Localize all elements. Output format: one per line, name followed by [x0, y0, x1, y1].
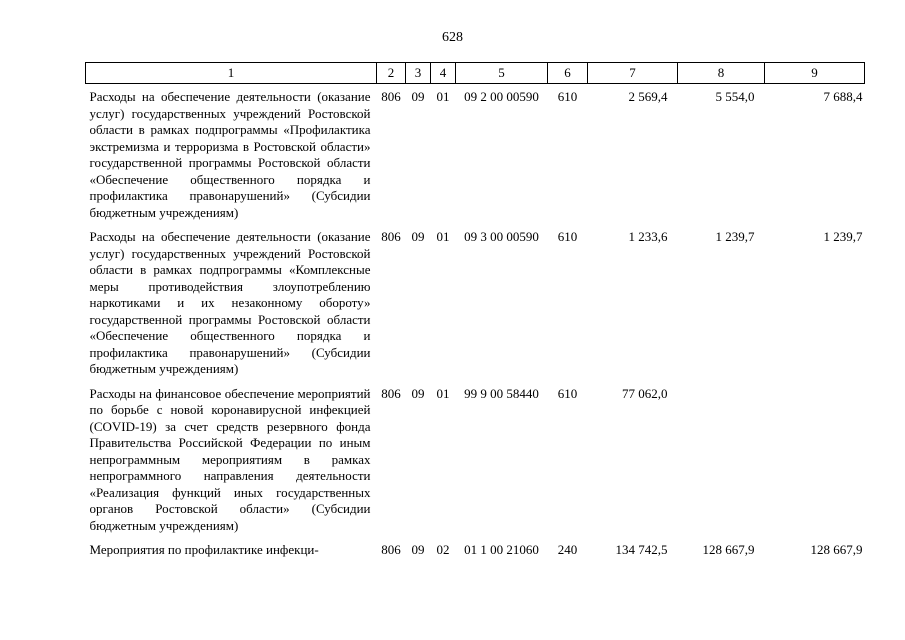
row-amount-col7: 2 569,4 — [628, 89, 668, 104]
row-amount-col7: 134 742,5 — [615, 542, 668, 557]
row-amount-col8: 1 239,7 — [715, 229, 755, 244]
row-amount-col9: 7 688,4 — [823, 89, 863, 104]
row-section-code: 09 — [411, 89, 425, 104]
budget-table — [85, 62, 865, 562]
row-target-article: 09 2 00 00590 — [464, 89, 539, 104]
column-header-8: 8 — [678, 63, 765, 84]
table-row — [86, 537, 865, 562]
row-amount-col9: 1 239,7 — [823, 229, 863, 244]
row-amount-col7: 1 233,6 — [628, 229, 668, 244]
table-row — [86, 224, 865, 381]
row-section-code: 09 — [411, 229, 425, 244]
page-number: 628 — [442, 30, 463, 45]
row-section-code: 09 — [411, 542, 425, 557]
row-expense-type: 240 — [557, 542, 578, 557]
row-amount-col8: 5 554,0 — [715, 89, 755, 104]
row-target-article: 99 9 00 58440 — [464, 385, 539, 401]
table-row — [86, 381, 865, 538]
table-header-row — [86, 63, 865, 84]
row-description: Расходы на обеспечение деятельности (оказание услуг) государственных учреждений Ростовской области в рамках подпрограммы «Профилактика экстремизма и терроризма в Ростовской области» государственной программы Ростовской области «Обеспечение общественного порядка и профилактика правонарушений» (Субсидии бюджетным учреждениям) — [89, 89, 371, 220]
table-row — [86, 84, 865, 225]
row-amount-col8: 128 667,9 — [702, 542, 755, 557]
row-expense-type: 610 — [557, 385, 578, 401]
row-target-article: 01 1 00 21060 — [464, 542, 539, 557]
column-header-4: 4 — [431, 63, 456, 84]
column-header-6: 6 — [548, 63, 588, 84]
row-expense-type: 610 — [557, 229, 578, 244]
row-subsection-code: 01 — [436, 89, 450, 104]
column-header-5: 5 — [456, 63, 548, 84]
row-description: Мероприятия по профилактике инфекци- — [89, 542, 319, 557]
row-ministry-code: 806 — [381, 385, 401, 401]
row-ministry-code: 806 — [381, 542, 401, 557]
column-header-7: 7 — [588, 63, 678, 84]
row-ministry-code: 806 — [381, 89, 401, 104]
row-ministry-code: 806 — [381, 229, 401, 244]
row-amount-col7: 77 062,0 — [622, 385, 668, 401]
row-amount-col9 — [765, 381, 865, 538]
row-description: Расходы на финансовое обеспечение мероприятий по борьбе с новой коронавирусной инфекцией (COVID-19) за счет средств резервного фонда Правительства Российской Федерации по иным непрограммным мероприятиям в рамках непрограммного направления деятельности «Реализация функций иных государственных органов Ростовской области» (Субсидии бюджетным учреждениям) — [89, 385, 371, 533]
row-amount-col8 — [678, 381, 765, 538]
row-expense-type: 610 — [557, 89, 578, 104]
column-header-9: 9 — [765, 63, 865, 84]
column-header-3: 3 — [406, 63, 431, 84]
column-header-2: 2 — [377, 63, 406, 84]
row-section-code: 09 — [411, 385, 425, 401]
row-subsection-code: 01 — [436, 229, 450, 244]
row-description: Расходы на обеспечение деятельности (оказание услуг) государственных учреждений Ростовской области в рамках подпрограммы «Комплексные меры противодействия злоупотреблению наркотиками и их незаконному обороту» государственной программы Ростовской области «Обеспечение общественного порядка и профилактика правонарушений» (Субсидии бюджетным учреждениям) — [89, 229, 371, 376]
column-header-1: 1 — [86, 63, 377, 84]
row-subsection-code: 01 — [436, 385, 450, 401]
row-target-article: 09 3 00 00590 — [464, 229, 539, 244]
row-amount-col9: 128 667,9 — [810, 542, 863, 557]
row-subsection-code: 02 — [436, 542, 450, 557]
